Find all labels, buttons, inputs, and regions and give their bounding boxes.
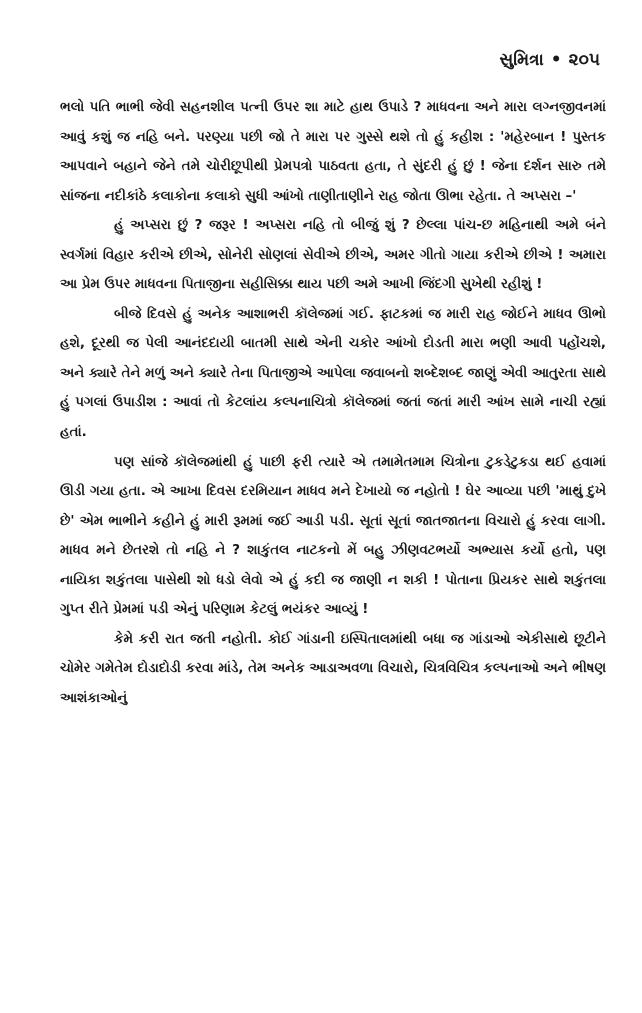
book-title: સુમિત્રા (499, 50, 544, 70)
paragraph: હું અપ્સરા છું ? જરૂર ! અપ્સરા નહિ તો બીજું શું ? છેલ્લા પાંચ-છ મહિનાથી અમે બંને સ્વર્ગમાં વિહાર કરીએ છીએ, સોનેરી સોણલાં સેવીએ છીએ, અમર ગીતો ગાયા કરીએ છીએ ! અમારા આ પ્રેમ ઉપર માધવના પિતાજીના સહીસિક્કા થાય પછી અમે આખી જિંદગી સુખેથી રહીશું ! (60, 218, 606, 293)
paragraph: ભલો પતિ ભાભી જેવી સહનશીલ પત્ની ઉપર શા માટે હાથ ઉપાડે ? માધવના અને મારા લગ્નજીવનમાં આવું કશું જ નહિ બને. પરણ્યા પછી જો તે મારા પર ગુસ્સે થશે તો હું કહીશ : 'મહેરબાન ! પુસ્તક આપવાને બહાને જેને તમે ચોરીછૂપીથી પ્રેમપત્રો પાઠવતા હતા, તે સુંદરી હું છું ! જેના દર્શન સારુ તમે સાંજના નદીકાંઠે કલાકોના કલાકો સુધી આંખો તાણીતાણીને રાહ જોતા ઊભા રહેતા. તે અપ્સરા –' (60, 100, 606, 204)
paragraph: બીજે દિવસે હું અનેક આશાભરી કૉલેજમાં ગઈ. ફાટકમાં જ મારી રાહ જોઈને માધવ ઊભો હશે, દૂરથી જ પેલી આનંદદાયી બાતમી સાથે એની ચકોર આંખો દોડતી મારા ભણી આવી પહોંચશે, અને ક્યારે તેને મળું અને ક્યારે તેના પિતાજીએ આપેલા જવાબનો શબ્દેશબ્દ જાણું એવી આતુરતા સાથે હું પગલાં ઉપાડીશ : આવાં તો કેટલાંય કલ્પનાચિત્રો કૉલેજમાં જતાં જતાં મારી આંખ સામે નાચી રહ્યાં હતાં. (60, 306, 606, 441)
body-text (60, 93, 606, 713)
page-number: ૨૦૫ (568, 50, 600, 70)
paragraph: પણ સાંજે કૉલેજમાંથી હું પાછી ફરી ત્યારે એ તમામેતમામ ચિત્રોના ટુકડેટુકડા થઈ હવામાં ઊડી ગયા હતા. એ આખા દિવસ દરમિયાન માધવ મને દેખાયો જ નહોતો ! ઘેર આવ્યા પછી 'માથું દુખે છે' એમ ભાભીને કહીને હું મારી રૂમમાં જઈ આડી પડી. સૂતાં સૂતાં જાતજાતના વિચારો હું કરવા લાગી. માધવ મને છેતરશે તો નહિ ને ? શાકુંતલ નાટકનો મેં બહુ ઝીણવટભર્યો અભ્યાસ કર્યો હતો, પણ નાયિકા શકુંતલા પાસેથી શો ધડો લેવો એ હું કદી જ જાણી ન શકી ! પોતાના પ્રિયકર સાથે શકુંતલા ગુપ્ત રીતે પ્રેમમાં પડી એનું પરિણામ કેટલું ભયંકર આવ્યું ! (60, 454, 606, 618)
header-separator: • (550, 50, 562, 70)
paragraph: કેમે કરી રાત જતી નહોતી. કોઈ ગાંડાની ઇસ્પિતાલમાંથી બધા જ ગાંડાઓ એકીસાથે છૂટીને ચોમેર ગમેતેમ દોડાદોડી કરવા માંડે, તેમ અનેક આડાઅવળા વિચારો, ચિત્રવિચિત્ર કલ્પનાઓ અને ભીષણ આશંકાઓનું (60, 631, 606, 706)
running-header (500, 50, 601, 70)
